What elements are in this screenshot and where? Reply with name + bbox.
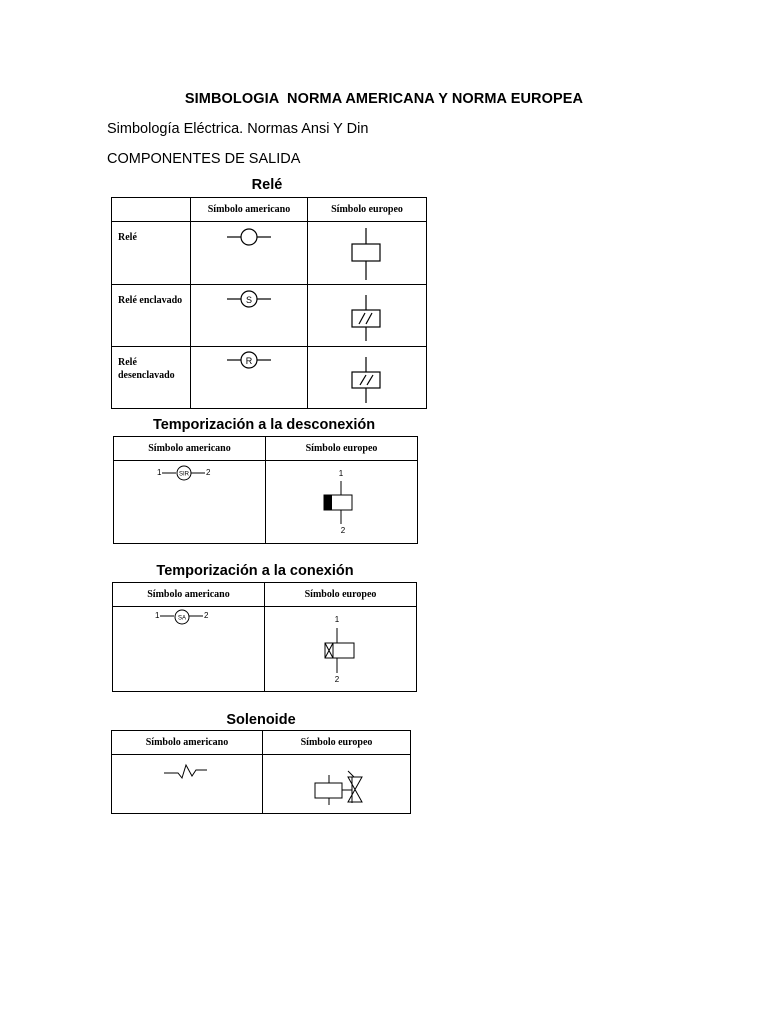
temp-conexion-eu-term1: 1 [334,615,340,624]
solenoide-title: Solenoide [226,712,296,728]
rele-row-label: Relé [112,222,191,285]
solenoide-american-symbol [112,755,263,814]
temp-conexion-european-symbol [265,607,417,692]
temp-desconexion-title: Temporización a la desconexión [152,417,376,433]
rele-header-european: Símbolo europeo [308,198,427,222]
temp-conexion-american-symbol [113,607,265,692]
document-title: SIMBOLOGIA NORMA AMERICANA Y NORMA EUROPEA [184,91,584,107]
rele-enclavado-european-symbol [308,285,427,347]
rele-desenclavado-european-symbol [308,347,427,409]
temp-desconexion-eu-term1: 1 [338,469,344,478]
document-subtitle: Simbología Eléctrica. Normas Ansi Y Din [107,121,369,137]
solenoide-table [111,730,411,814]
temp-conexion-eu-term2: 2 [334,675,340,684]
rele-enclavado-label: Relé enclavado [112,285,191,347]
rele-desenclavado-american-symbol [191,347,308,409]
temp-desconexion-table [113,436,418,544]
rele-enclavado-american-symbol [191,285,308,347]
rele-empty-header [112,198,191,222]
temp-desconexion-european-symbol [266,461,418,544]
solenoide-header-american: Símbolo americano [112,731,263,755]
temp-desconexion-header-european: Símbolo europeo [266,437,418,461]
temp-conexion-am-text: SA [177,615,187,622]
rele-header-american: Símbolo americano [191,198,308,222]
rele-american-symbol [191,222,308,285]
temp-desconexion-am-term2: 2 [206,468,211,477]
temp-conexion-am-term2: 2 [204,611,209,620]
rele-table [111,197,427,409]
rele-title: Relé [251,177,283,193]
rele-desenclavado-label: Relé desenclavado [112,347,191,409]
temp-conexion-header-american: Símbolo americano [113,583,265,607]
temp-desconexion-am-text: SIR [178,471,190,478]
rele-desenclavado-am-text: R [245,356,253,366]
rele-enclavado-am-text: S [245,295,253,305]
temp-conexion-header-european: Símbolo europeo [265,583,417,607]
solenoide-european-symbol [263,755,411,814]
section-heading: COMPONENTES DE SALIDA [107,151,301,167]
temp-desconexion-header-american: Símbolo americano [114,437,266,461]
temp-conexion-table [112,582,417,692]
temp-conexion-am-term1: 1 [155,611,160,620]
rele-european-symbol [308,222,427,285]
solenoide-header-european: Símbolo europeo [263,731,411,755]
temp-desconexion-american-symbol [114,461,266,544]
temp-desconexion-eu-term2: 2 [340,526,346,535]
temp-desconexion-am-term1: 1 [157,468,162,477]
temp-conexion-title: Temporización a la conexión [156,563,354,579]
